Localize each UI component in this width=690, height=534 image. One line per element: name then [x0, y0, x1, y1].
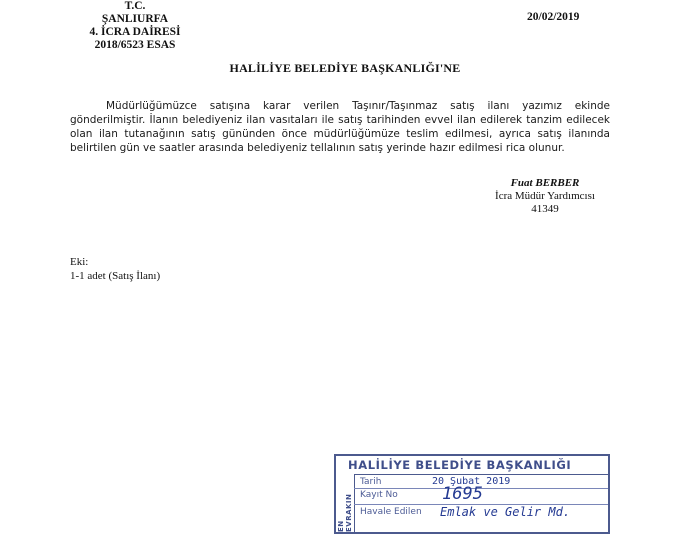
issuer-line-case: 2018/6523 ESAS [94, 39, 176, 51]
signer-number: 41349 [531, 203, 559, 215]
stamp-assigned-value: Emlak ve Gelir Md. [440, 505, 571, 519]
stamp-record-value: 1695 [442, 484, 483, 504]
attachments-block [70, 255, 160, 283]
signer-name: Fuat BERBER [510, 177, 580, 189]
stamp-date-value: 20 Şubat 2019 [432, 476, 511, 487]
letter-body [70, 99, 610, 155]
attachment-item: 1-1 adet (Satış İlanı) [70, 270, 161, 282]
signature-block [470, 177, 620, 216]
stamp-side-text: EN EVRAKIN [337, 493, 353, 532]
signer-title: İcra Müdür Yardımcısı [495, 190, 595, 202]
issuer-block [60, 0, 210, 52]
stamp-side-divider [354, 474, 355, 532]
stamp-record-label: Kayıt No [360, 490, 398, 500]
attachments-label: Eki: [70, 256, 89, 268]
issuer-line-office: 4. İCRA DAİRESİ [89, 26, 181, 38]
issuer-line-country: T.C. [124, 0, 146, 12]
stamp-assigned-label: Havale Edilen [360, 507, 422, 517]
issuer-line-city: ŞANLIURFA [101, 13, 169, 25]
recipient-heading: HALİLİYE BELEDİYE BAŞKANLIĞI'NE [229, 61, 461, 75]
receipt-stamp [334, 454, 610, 534]
stamp-date-label: Tarih [360, 477, 382, 487]
document-date: 20/02/2019 [527, 11, 580, 23]
stamp-title: HALİLİYE BELEDİYE BAŞKANLIĞI [348, 458, 572, 472]
body-paragraph: Müdürlüğümüzce satışına karar verilen Taşınır/Taşınmaz satış ilanı yazımız ekinde gönderilmiştir. İlanın belediyeniz ilan vasıtaları ile satış tarihinden evvel ilan edilerek tanzim edilecek olan ilan tutanağının satış gününden önce müdürlüğümüze teslim edilmesi, ayrıca satış ilanında belirtilen gün ve saatler arasında belediyeniz tellalının satış yerinde hazır edilmesi rica olunur. [70, 100, 610, 154]
stamp-divider [354, 474, 608, 475]
